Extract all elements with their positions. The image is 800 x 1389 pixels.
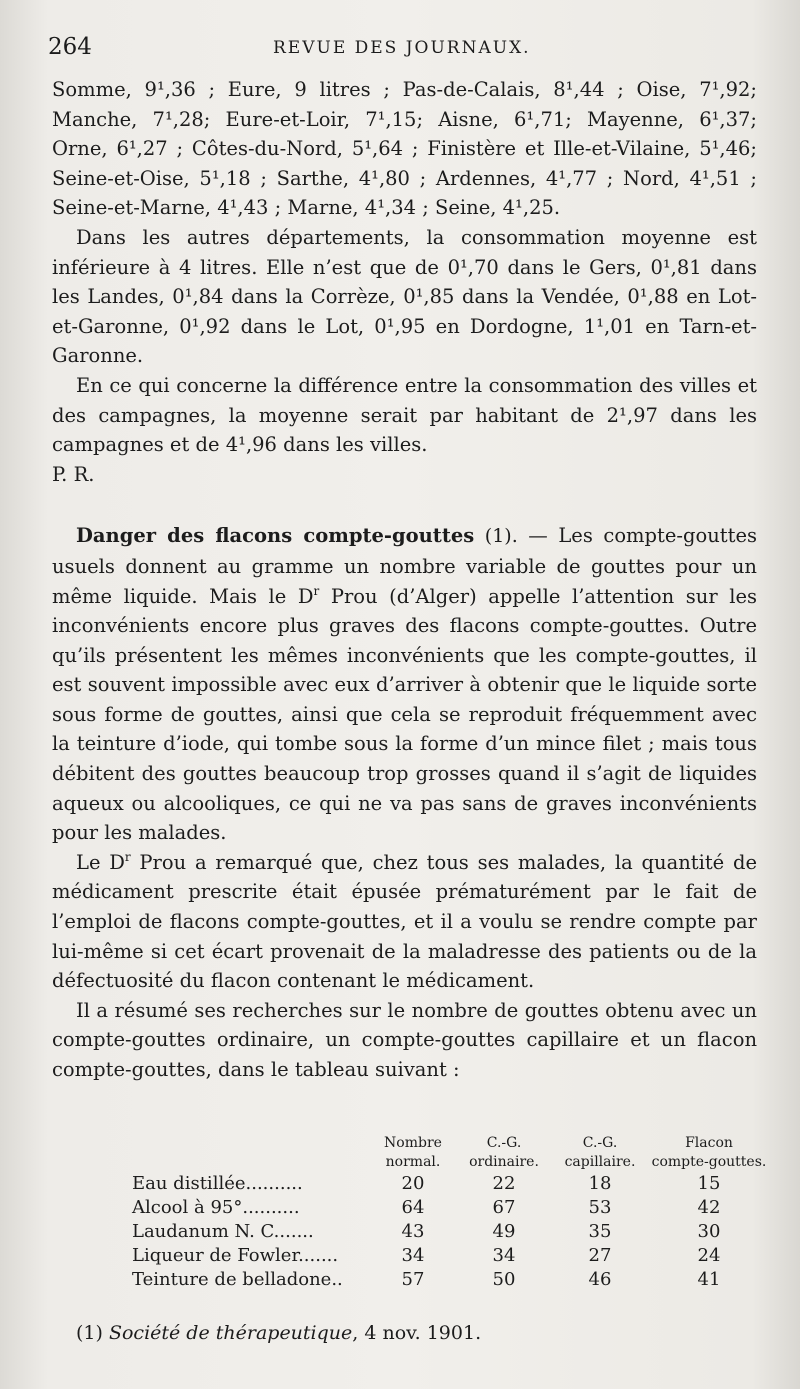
article-body: [52, 75, 757, 1085]
doctor-abbrev-sup: r: [124, 849, 131, 864]
consumption-line: Orne, 6¹,27 ; Côtes-du-Nord, 5¹,64 ; Finistère et Ille-et-Vilaine, 5¹,46;: [52, 137, 757, 161]
table-header-row: [130, 1134, 770, 1172]
table-cell: 27: [588, 1245, 612, 1266]
paragraph-text: Prou (d’Alger) appelle l’attention sur les inconvénients encore plus graves des flacons compte-gouttes. Outre qu’ils présentent les mêmes inconvénients que les compte-gouttes, il est souvent impossible avec eux d’arriver à obtenir que le liquide sorte sous forme de gouttes, ainsi que cela se reproduit fréquemment avec la teinture d’iode, qui tombe sous la forme d’un mince filet ; mais tous débitent des gouttes beaucoup trop grosses quand il s’agit de liquides aqueux ou alcooliques, ce qui ne va pas sans de graves inconvénients pour les malades.: [52, 584, 758, 845]
page-number: 264: [48, 34, 92, 60]
table-cell: 49: [492, 1221, 516, 1242]
table-cell: 67: [492, 1197, 516, 1218]
table-row: [130, 1220, 770, 1244]
page-header: [48, 34, 760, 68]
table-cell: 50: [492, 1269, 516, 1290]
table-row-label: Alcool à 95°..........: [132, 1197, 300, 1218]
table-header-cell: C.-G. capillaire.: [564, 1135, 636, 1170]
paragraph-towns-vs-countryside: En ce qui concerne la différence entre la consommation des villes et des campagnes, la moyenne serait par habitant de 2¹,97 dans les campagnes et de 4¹,96 dans les villes.: [52, 373, 757, 457]
article-title: Danger des flacons compte-gouttes: [76, 524, 475, 548]
consumption-line: Seine-et-Marne, 4¹,43 ; Marne, 4¹,34 ; Seine, 4¹,25.: [52, 196, 561, 220]
table-cell: 42: [697, 1197, 721, 1218]
table-cell: 18: [588, 1173, 612, 1194]
table-row: [130, 1196, 770, 1220]
drops-table: [130, 1134, 770, 1292]
paragraph-text: Prou a remarqué que, chez tous ses malades, la quantité de médicament prescrite était épusée prématurément par le fait de l’emploi de flacons compte-gouttes, et il a voulu se rendre compte par lui-même si cet écart provenait de la maladresse des patients ou de la défectuosité du flacon contenant le médicament.: [52, 850, 757, 993]
doctor-abbrev-sup: r: [313, 583, 320, 598]
table-row: [130, 1172, 770, 1196]
footnote-date: , 4 nov. 1901.: [352, 1322, 482, 1344]
table-cell: 15: [697, 1173, 721, 1194]
paragraph-other-departments: Dans les autres départements, la consommation moyenne est inférieure à 4 litres. Elle n’est que de 0¹,70 dans le Gers, 0¹,81 dans les Landes, 0¹,84 dans la Corrèze, 0¹,85 dans la Vendée, 0¹,88 en Lot-et-Garonne, 0¹,92 dans le Lot, 0¹,95 en Dordogne, 1¹,01 en Tarn-et-Garonne.: [52, 225, 757, 368]
consumption-line: Somme, 9¹,36 ; Eure, 9 litres ; Pas-de-Calais, 8¹,44 ; Oise, 7¹,92;: [52, 78, 757, 101]
table-row: [130, 1268, 770, 1292]
table-cell: 20: [401, 1173, 425, 1194]
table-cell: 30: [697, 1221, 721, 1242]
table-cell: 53: [588, 1197, 612, 1218]
footnote-reference: (1).: [484, 525, 518, 548]
consumption-line: Seine-et-Oise, 5¹,18 ; Sarthe, 4¹,80 ; Ardennes, 4¹,77 ; Nord, 4¹,51 ;: [52, 166, 757, 190]
table-cell: 35: [588, 1221, 612, 1242]
footnote: [76, 1322, 481, 1344]
consumption-line: Manche, 7¹,28; Eure-et-Loir, 7¹,15; Aisne, 6¹,71; Mayenne, 6¹,37;: [52, 107, 757, 131]
paragraph-table-intro: Il a résumé ses recherches sur le nombre de gouttes obtenu avec un compte-gouttes ordinaire, un compte-gouttes capillaire et un flacon compte-gouttes, dans le tableau suivant :: [52, 998, 757, 1081]
table-row-label: Eau distillée..........: [132, 1173, 303, 1194]
footnote-mark: (1): [76, 1322, 103, 1344]
paragraph-prou-observation: [52, 848, 757, 996]
author-signature: P. R.: [52, 462, 95, 486]
table-cell: 34: [492, 1245, 516, 1266]
paragraph-danger-intro: [52, 521, 757, 848]
table-cell: 46: [588, 1269, 612, 1290]
table-header-cell: C.-G. ordinaire.: [469, 1135, 539, 1170]
table-cell: 34: [401, 1245, 425, 1266]
paragraph-text: — Les compte-gouttes usuels donnent au gramme un nombre variable de gouttes pour un même liquide. Mais le D: [52, 524, 758, 608]
table-row-label: Laudanum N. C.......: [132, 1221, 314, 1242]
running-head: REVUE DES JOURNAUX.: [273, 38, 531, 58]
footnote-source: Société de thérapeutique: [108, 1322, 353, 1344]
table-row-label: Liqueur de Fowler.......: [132, 1245, 339, 1266]
table-header-cell: Flacon compte-gouttes.: [651, 1135, 767, 1170]
paragraph-text: Le D: [76, 850, 125, 874]
table-cell: 24: [697, 1245, 721, 1266]
table-header-empty: [130, 1134, 370, 1172]
table-row-label: Teinture de belladone..: [132, 1269, 343, 1290]
section-gap: [52, 489, 757, 521]
table-cell: 57: [401, 1269, 425, 1290]
table-cell: 22: [492, 1173, 516, 1194]
table-row: [130, 1244, 770, 1268]
table-cell: 64: [401, 1197, 425, 1218]
table-cell: 41: [697, 1269, 721, 1290]
consumption-list: [52, 75, 757, 223]
table-cell: 43: [401, 1221, 425, 1242]
table-header-cell: Nombre normal.: [384, 1135, 442, 1170]
